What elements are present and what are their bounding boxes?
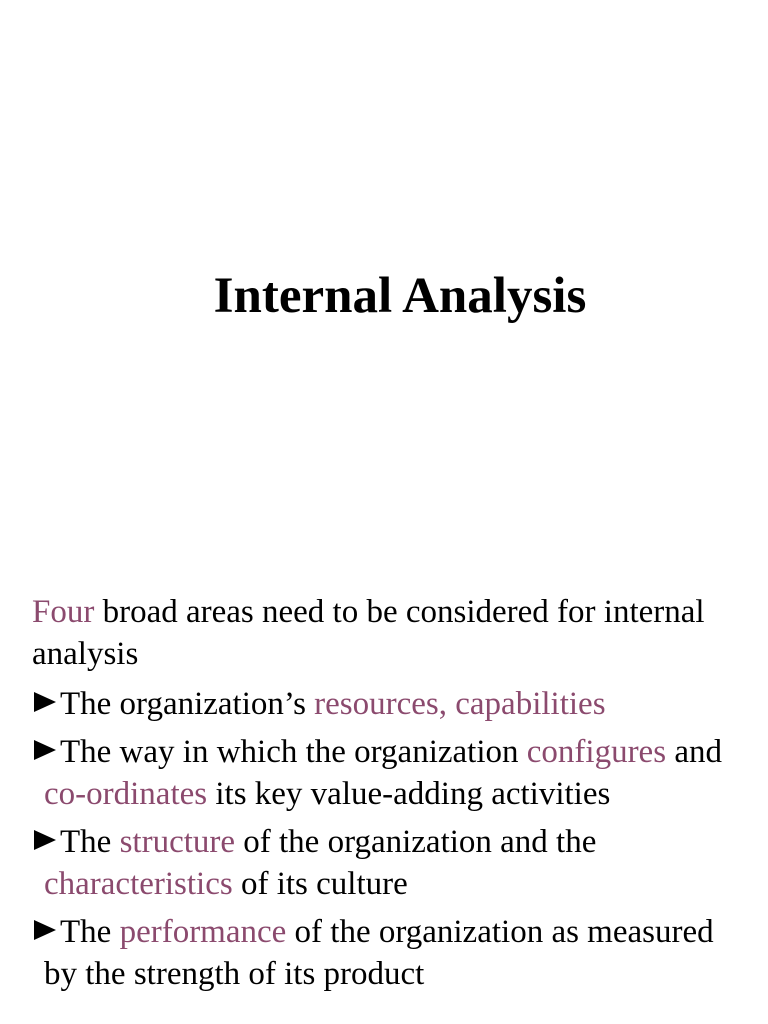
bullet-text: The — [60, 824, 120, 860]
bullet-list — [32, 683, 752, 995]
bullet-highlight-text: performance — [119, 914, 287, 950]
bullet-highlight-text: structure — [119, 824, 236, 860]
bullet-text: of its culture — [232, 866, 408, 902]
slide-body — [32, 591, 752, 1001]
bullet-item — [32, 911, 752, 995]
bullet-highlight-text: co-ordinates — [44, 776, 208, 812]
bullet-item — [32, 683, 752, 725]
bullet-text: and — [666, 734, 722, 770]
intro-highlight: Four — [32, 594, 95, 630]
intro-text: broad areas need to be considered for internal analysis — [32, 594, 705, 672]
bullet-item — [32, 821, 752, 905]
slide-title: Internal Analysis — [213, 268, 587, 324]
arrow-bullet-icon — [34, 740, 56, 760]
bullet-highlight-text: resources, capabilities — [314, 686, 606, 722]
bullet-text: of the organization as measured by the strength of its product — [44, 914, 714, 992]
intro-paragraph — [32, 591, 752, 675]
bullet-text: The way in which the organization — [60, 734, 527, 770]
bullet-highlight-text: configures — [526, 734, 667, 770]
arrow-bullet-icon — [34, 830, 56, 850]
arrow-bullet-icon — [34, 692, 56, 712]
arrow-bullet-icon — [34, 920, 56, 940]
bullet-text: of the organization and the — [235, 824, 597, 860]
bullet-text: its key value-adding activities — [207, 776, 611, 812]
bullet-item — [32, 731, 752, 815]
bullet-highlight-text: characteristics — [44, 866, 233, 902]
bullet-text: The organization’s — [60, 686, 315, 722]
bullet-text: The — [60, 914, 120, 950]
